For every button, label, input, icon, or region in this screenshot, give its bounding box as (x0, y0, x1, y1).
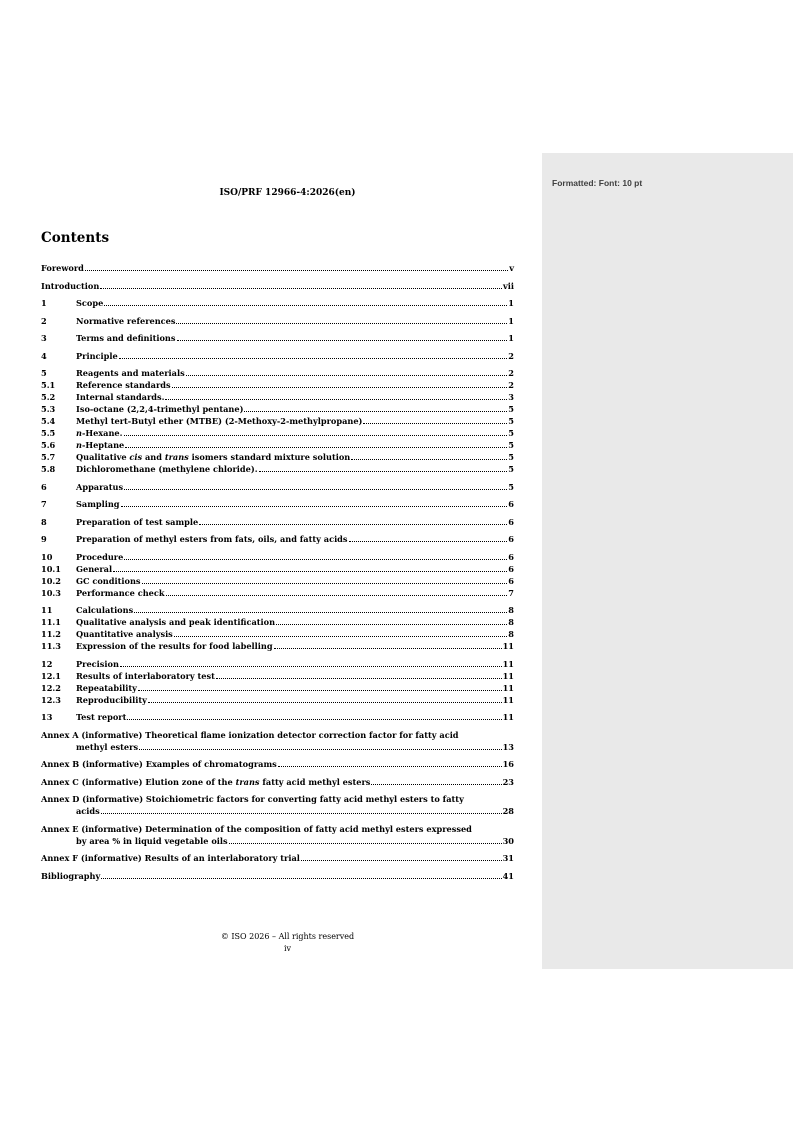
toc-entry-4[interactable]: 4 Principle 2 (41, 350, 514, 361)
toc-entry-5-5[interactable]: 5.5 n-Hexane. 5 (41, 428, 514, 438)
toc-entry-annex-b[interactable]: Annex B (informative) Examples of chromatograms 16 (41, 759, 514, 769)
toc-entry-5-4[interactable]: 5.4 Methyl tert-Butyl ether (MTBE) (2-Methoxy-2-methylpropane) 5 (41, 416, 514, 426)
toc-entry-annex-e[interactable]: Annex E (informative) Determination of the composition of fatty acid methyl esters expressed by area % in liquid vegetable oils 30 (41, 823, 514, 846)
copyright-notice: © ISO 2026 – All rights reserved (220, 932, 355, 941)
toc-entry-11[interactable]: 11 Calculations 8 (41, 605, 514, 615)
toc-entry-12-3[interactable]: 12.3 Reproducibility 11 (41, 694, 514, 705)
toc-entry-5-7[interactable]: 5.7 Qualitative cis and trans isomers standard mixture solution 5 (41, 452, 514, 462)
toc-entry-11-2[interactable]: 11.2 Quantitative analysis 8 (41, 629, 514, 639)
toc-entry-8[interactable]: 8 Preparation of test sample 6 (41, 516, 514, 527)
toc-entry-7[interactable]: 7 Sampling 6 (41, 499, 514, 509)
toc-entry-annex-f[interactable]: Annex F (informative) Results of an interlaboratory trial 31 (41, 853, 514, 863)
toc-entry-5-2[interactable]: 5.2 Internal standards. 3 (41, 392, 514, 402)
toc-entry-10-2[interactable]: 10.2 GC conditions 6 (41, 575, 514, 586)
toc-entry-12[interactable]: 12 Precision 11 (41, 658, 514, 669)
toc-entry-2[interactable]: 2 Normative references 1 (41, 315, 514, 326)
toc-entry-10-3[interactable]: 10.3 Performance check 7 (41, 587, 514, 598)
formatting-comment[interactable]: Formatted: Font: 10 pt (552, 178, 643, 188)
toc-entry-5[interactable]: 5 Reagents and materials 2 (41, 368, 514, 378)
toc-entry-bibliography[interactable]: Bibliography 41 (41, 870, 514, 881)
toc-entry-annex-a[interactable]: Annex A (informative) Theoretical flame ionization detector correction factor for fatty acid methyl esters 13 (41, 729, 514, 752)
page-number: iv (283, 944, 292, 953)
document-header: ISO/PRF 12966-4:2026(en) (219, 188, 356, 198)
toc-entry-10[interactable]: 10 Procedure 6 (41, 551, 514, 562)
toc-entry-5-6[interactable]: 5.6 n-Heptane 5 (41, 440, 514, 450)
toc-entry-11-1[interactable]: 11.1 Qualitative analysis and peak identification 8 (41, 617, 514, 627)
toc-entry-5-1[interactable]: 5.1 Reference standards 2 (41, 380, 514, 390)
page-title: Contents (41, 230, 110, 246)
toc-entry-annex-c[interactable]: Annex C (informative) Elution zone of the trans fatty acid methyl esters 23 (41, 776, 514, 787)
toc-entry-12-2[interactable]: 12.2 Repeatability 11 (41, 682, 514, 693)
table-of-contents (41, 262, 514, 887)
toc-entry-9[interactable]: 9 Preparation of methyl esters from fats, oils, and fatty acids 6 (41, 534, 514, 544)
toc-entry-12-1[interactable]: 12.1 Results of interlaboratory test 11 (41, 670, 514, 681)
toc-entry-5-8[interactable]: 5.8 Dichloromethane (methylene chloride). 5 (41, 464, 514, 474)
toc-entry-1[interactable]: 1 Scope 1 (41, 298, 514, 308)
toc-entry-5-3[interactable]: 5.3 Iso-octane (2,2,4-trimethyl pentane) 5 (41, 404, 514, 414)
toc-entry-13[interactable]: 13 Test report 11 (41, 712, 514, 722)
toc-entry-foreword[interactable]: Foreword v (41, 263, 514, 273)
comment-pane (542, 153, 793, 969)
toc-entry-introduction[interactable]: Introduction vii (41, 280, 514, 291)
toc-entry-3[interactable]: 3 Terms and definitions 1 (41, 333, 514, 343)
toc-entry-6[interactable]: 6 Apparatus 5 (41, 481, 514, 492)
toc-entry-annex-d[interactable]: Annex D (informative) Stoichiometric factors for converting fatty acid methyl esters to fatty acids 28 (41, 794, 514, 816)
toc-entry-10-1[interactable]: 10.1 General 6 (41, 563, 514, 574)
toc-entry-11-3[interactable]: 11.3 Expression of the results for food labelling 11 (41, 641, 514, 651)
